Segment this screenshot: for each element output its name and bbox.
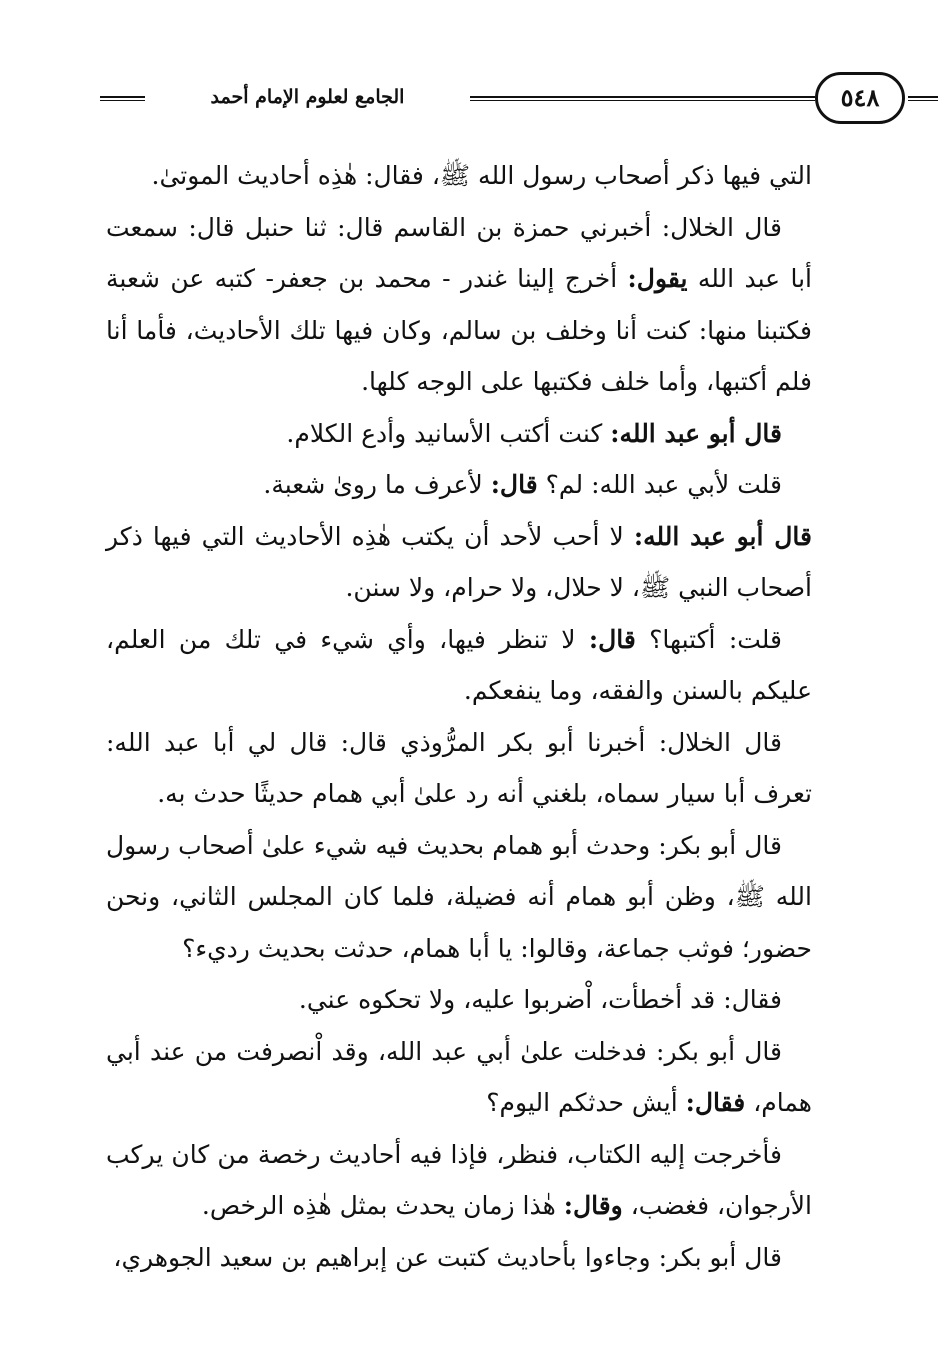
text: قال أبو بكر: فدخلت علىٰ أبي عبد الله، وقد اْنصرفت من عند أبي همام،: [106, 1036, 812, 1117]
bold-text: فقال:: [685, 1088, 746, 1117]
paragraph: [106, 614, 812, 717]
paragraph: [106, 1026, 812, 1129]
text: قال أبو بكر: وجاءوا بأحاديث كتبت عن إبراهيم بن سعيد الجوهري،: [113, 1242, 782, 1272]
text: فأخرجت إليه الكتاب، فنظر، فإذا فيه أحاديث رخصة من كان يركب الأرجوان، فغضب،: [106, 1139, 812, 1220]
paragraph: [106, 1129, 812, 1232]
paragraph: [106, 820, 812, 975]
page-body: [106, 150, 812, 1283]
paragraph: [106, 1232, 812, 1284]
paragraph: [106, 974, 812, 1026]
text: فقال: قد أخطأت، اْضربوا عليه، ولا تحكوه عني.: [298, 985, 782, 1014]
bold-text: وقال:: [563, 1191, 623, 1220]
text: التي فيها ذكر أصحاب رسول الله ﷺ، فقال: هٰذِه أحاديث الموتىٰ.: [151, 161, 812, 190]
running-header: [100, 72, 880, 132]
header-rule-left: [100, 96, 145, 101]
text: قال الخلال: أخبرنا أبو بكر المرُّوذي قال: قال لي أبا عبد الله: تعرف أبا سيار سماه، بلغني أنه رد علىٰ أبي همام حديثًا حدث به.: [106, 727, 812, 808]
page-number: ٥٤٨: [815, 72, 905, 124]
text: أيش حدثكم اليوم؟: [486, 1088, 678, 1117]
bold-text: قال:: [490, 470, 538, 499]
header-rule-edge: [908, 96, 938, 101]
text: لا أحب لأحد أن يكتب هٰذِه الأحاديث التي فيها ذكر أصحاب النبي ﷺ، لا حلال، ولا حرام، ولا سنن.: [106, 521, 812, 602]
text: قال الخلال: أخبرني حمزة بن القاسم قال: ثنا حنبل قال: سمعت أبا عبد الله: [106, 212, 812, 293]
bold-text: قال:: [588, 624, 636, 654]
bold-text: يقول:: [627, 264, 688, 293]
text: أخرج إلينا غندر - محمد بن جعفر- كتبه عن شعبة فكتبنا منها: كنت أنا وخلف بن سالم، وكان فيها تلك الأحاديث، فأما أنا فلم أكتبها، وأما خلف فكتبها على الوجه كلها.: [106, 264, 812, 396]
paragraph: [106, 150, 812, 202]
header-rule-right: [470, 96, 815, 101]
paragraph: [106, 511, 812, 614]
text: قال أبو بكر: وحدث أبو همام بحديث فيه شيء علىٰ أصحاب رسول الله ﷺ، وظن أبو همام أنه فضيلة، فلما كان المجلس الثاني، ونحن حضور؛ فوثب جماعة، وقالوا: يا أبا همام، حدثت بحديث رديء؟: [106, 830, 812, 963]
paragraph: [106, 459, 812, 511]
text: هٰذا زمان يحدث بمثل هٰذِه الرخص.: [201, 1191, 556, 1220]
text: لأعرف ما روىٰ شعبة.: [263, 470, 483, 499]
text: كنت أكتب الأسانيد وأدع الكلام.: [286, 418, 603, 448]
paragraph: [106, 202, 812, 408]
bold-text: قال أبو عبد الله:: [633, 521, 812, 551]
paragraph: [106, 717, 812, 820]
paragraph: [106, 408, 812, 460]
text: قلت: أكتبها؟: [649, 624, 783, 654]
text: لا تنظر فيها، وأي شيء في تلك من العلم، عليكم بالسنن والفقه، وما ينفعكم.: [106, 624, 812, 705]
book-title: الجامع لعلوم الإمام أحمد: [210, 86, 405, 108]
bold-text: قال أبو عبد الله:: [610, 418, 782, 448]
text: قلت لأبي عبد الله: لم؟: [545, 470, 782, 499]
